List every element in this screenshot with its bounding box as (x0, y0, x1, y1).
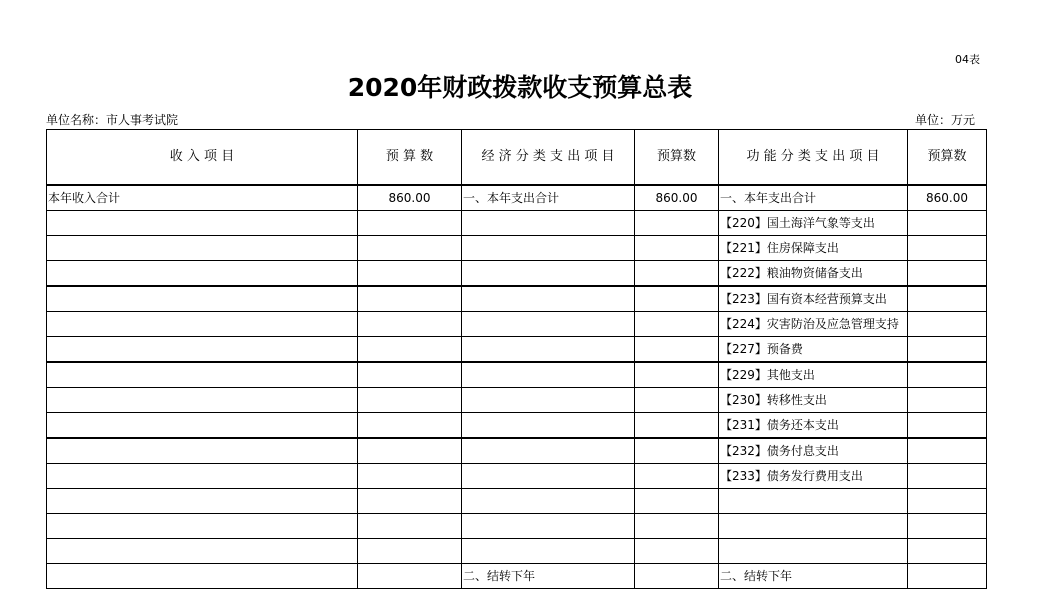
econ-cell (462, 211, 635, 236)
econ-budget-cell (635, 261, 719, 287)
econ-cell (462, 236, 635, 261)
income-budget-cell (358, 236, 462, 261)
func-budget-cell (908, 514, 987, 539)
func-budget-cell (908, 312, 987, 337)
econ-cell (462, 539, 635, 564)
table-row (47, 337, 987, 363)
table-row (47, 438, 987, 464)
func-cell: 【221】住房保障支出 (719, 236, 908, 261)
func-budget-cell (908, 564, 987, 589)
econ-budget-cell (635, 514, 719, 539)
func-budget-cell (908, 236, 987, 261)
econ-budget-cell (635, 211, 719, 236)
page-title: 2020年财政拨款收支预算总表 (347, 73, 693, 102)
func-budget-cell (908, 413, 987, 439)
func-cell: 【223】国有资本经营预算支出 (719, 286, 908, 312)
func-cell: 【222】粮油物资储备支出 (719, 261, 908, 287)
func-budget-cell (908, 362, 987, 388)
econ-budget-cell (635, 337, 719, 363)
econ-budget-cell (635, 312, 719, 337)
func-cell: 【220】国土海洋气象等支出 (719, 211, 908, 236)
header-budget-func: 预算数 (908, 130, 987, 186)
header-budget-income: 预 算 数 (358, 130, 462, 186)
income-cell (47, 261, 358, 287)
income-cell (47, 236, 358, 261)
table-row (47, 312, 987, 337)
func-budget-cell (908, 261, 987, 287)
table-row (47, 539, 987, 564)
func-budget-cell (908, 388, 987, 413)
func-cell (719, 489, 908, 514)
table-row (47, 388, 987, 413)
econ-budget-cell (635, 388, 719, 413)
header-income-item: 收 入 项 目 (47, 130, 358, 186)
table-row (47, 185, 987, 211)
income-cell (47, 539, 358, 564)
budget-table (46, 129, 987, 589)
func-budget-cell (908, 539, 987, 564)
econ-cell (462, 413, 635, 439)
func-budget-cell: 860.00 (908, 185, 987, 211)
table-header-row (47, 130, 987, 186)
income-cell (47, 211, 358, 236)
func-budget-cell (908, 286, 987, 312)
econ-cell (462, 286, 635, 312)
income-cell (47, 286, 358, 312)
func-budget-cell (908, 464, 987, 489)
econ-budget-cell (635, 438, 719, 464)
econ-budget-cell (635, 286, 719, 312)
func-cell: 【224】灾害防治及应急管理支持 (719, 312, 908, 337)
income-budget-cell (358, 337, 462, 363)
header-econ-item: 经 济 分 类 支 出 项 目 (462, 130, 635, 186)
func-cell: 【227】预备费 (719, 337, 908, 363)
table-row (47, 362, 987, 388)
econ-budget-cell (635, 362, 719, 388)
econ-cell: 二、结转下年 (462, 564, 635, 589)
table-row (47, 261, 987, 287)
table-row (47, 211, 987, 236)
income-cell (47, 337, 358, 363)
income-budget-cell (358, 413, 462, 439)
econ-budget-cell (635, 489, 719, 514)
func-cell: 一、本年支出合计 (719, 185, 908, 211)
income-budget-cell (358, 261, 462, 287)
func-cell: 二、结转下年 (719, 564, 908, 589)
income-budget-cell: 860.00 (358, 185, 462, 211)
func-cell: 【230】转移性支出 (719, 388, 908, 413)
income-budget-cell (358, 564, 462, 589)
income-budget-cell (358, 438, 462, 464)
table-row (47, 286, 987, 312)
header-func-item: 功 能 分 类 支 出 项 目 (719, 130, 908, 186)
econ-cell (462, 464, 635, 489)
table-row (47, 564, 987, 589)
income-budget-cell (358, 362, 462, 388)
econ-cell: 一、本年支出合计 (462, 185, 635, 211)
table-row (47, 489, 987, 514)
income-budget-cell (358, 388, 462, 413)
header-budget-econ: 预算数 (635, 130, 719, 186)
econ-budget-cell (635, 539, 719, 564)
econ-cell (462, 337, 635, 363)
table-row (47, 413, 987, 439)
income-budget-cell (358, 539, 462, 564)
form-number: 04表 (955, 53, 980, 66)
func-budget-cell (908, 438, 987, 464)
table-row (47, 464, 987, 489)
econ-budget-cell: 860.00 (635, 185, 719, 211)
income-cell (47, 362, 358, 388)
econ-budget-cell (635, 413, 719, 439)
income-budget-cell (358, 211, 462, 236)
econ-budget-cell (635, 236, 719, 261)
table-row (47, 514, 987, 539)
income-cell (47, 564, 358, 589)
func-budget-cell (908, 211, 987, 236)
econ-cell (462, 489, 635, 514)
econ-budget-cell (635, 464, 719, 489)
income-budget-cell (358, 312, 462, 337)
income-cell (47, 413, 358, 439)
income-budget-cell (358, 464, 462, 489)
func-budget-cell (908, 489, 987, 514)
func-cell: 【233】债务发行费用支出 (719, 464, 908, 489)
income-cell (47, 489, 358, 514)
econ-cell (462, 438, 635, 464)
income-cell (47, 514, 358, 539)
table-row (47, 236, 987, 261)
func-cell (719, 539, 908, 564)
econ-cell (462, 362, 635, 388)
income-cell: 本年收入合计 (47, 185, 358, 211)
income-cell (47, 438, 358, 464)
income-cell (47, 388, 358, 413)
econ-cell (462, 388, 635, 413)
func-cell: 【232】债务付息支出 (719, 438, 908, 464)
unit-name: 单位名称：市人事考试院 (46, 113, 179, 127)
econ-budget-cell (635, 564, 719, 589)
income-budget-cell (358, 286, 462, 312)
func-cell (719, 514, 908, 539)
currency-unit: 单位：万元 (915, 113, 976, 127)
econ-cell (462, 514, 635, 539)
func-cell: 【231】债务还本支出 (719, 413, 908, 439)
income-budget-cell (358, 489, 462, 514)
econ-cell (462, 261, 635, 287)
func-budget-cell (908, 337, 987, 363)
income-cell (47, 312, 358, 337)
func-cell: 【229】其他支出 (719, 362, 908, 388)
income-budget-cell (358, 514, 462, 539)
income-cell (47, 464, 358, 489)
econ-cell (462, 312, 635, 337)
